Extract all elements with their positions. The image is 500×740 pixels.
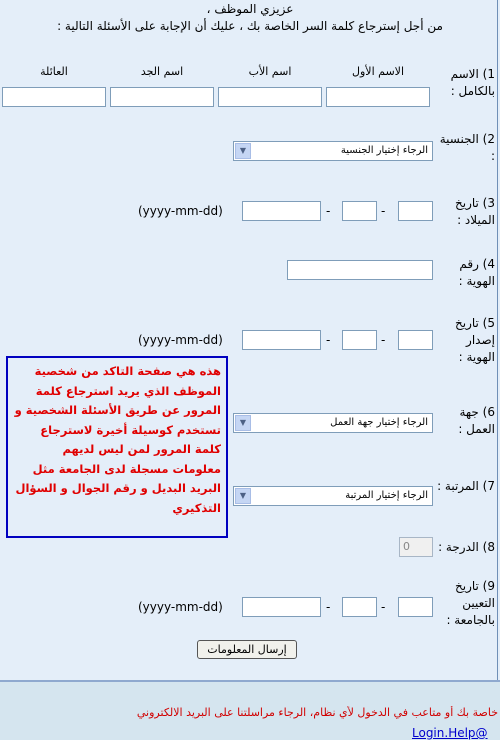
date-separator: - xyxy=(326,204,331,218)
q8-label: 8) الدرجة : xyxy=(438,540,495,554)
chevron-down-icon[interactable]: ▼ xyxy=(235,415,251,431)
q1-label: 1) الاسم بالكامل : xyxy=(450,67,495,98)
date-separator: - xyxy=(381,204,386,218)
q3-label: 3) تاريخ الميلاد : xyxy=(454,196,495,227)
rank-select[interactable] xyxy=(233,486,433,506)
issue-year-input[interactable] xyxy=(242,330,321,350)
grandfather-name-input[interactable] xyxy=(110,87,214,107)
birth-date-format-hint: (yyyy-mm-dd) xyxy=(138,204,223,218)
father-name-header: اسم الأب xyxy=(248,65,292,78)
hire-month-input[interactable] xyxy=(342,597,377,617)
employer-select[interactable] xyxy=(233,413,433,433)
q9-label: 9) تاريخ التعيين بالجامعة : xyxy=(446,579,495,627)
q4-label: 4) رقم الهوية : xyxy=(458,257,495,288)
nationality-select[interactable] xyxy=(233,141,433,161)
birth-month-input[interactable] xyxy=(342,201,377,221)
date-separator: - xyxy=(326,333,331,347)
q2-label: 2) الجنسية : xyxy=(439,132,495,163)
date-separator: - xyxy=(326,600,331,614)
family-name-header: العائلة xyxy=(40,65,68,78)
footer-contact-text: خاصة بك أو متاعب في الدخول لأي نظام، الرجاء مراسلتنا على البريد الالكتروني xyxy=(136,706,498,719)
intro-text: من أجل إسترجاع كلمة السر الخاصة بك ، عليك أن الإجابة على الأسئلة التالية : xyxy=(57,19,443,33)
hire-year-input[interactable] xyxy=(242,597,321,617)
hire-day-input[interactable] xyxy=(398,597,433,617)
date-separator: - xyxy=(381,600,386,614)
issue-day-input[interactable] xyxy=(398,330,433,350)
greeting: عزيزي الموظف ، xyxy=(206,2,294,16)
id-number-input[interactable] xyxy=(287,260,433,280)
birth-day-input[interactable] xyxy=(398,201,433,221)
footer xyxy=(0,680,500,740)
nationality-select-value: الرجاء إختيار الجنسية xyxy=(340,145,428,156)
submit-button[interactable]: إرسال المعلومات xyxy=(197,640,297,659)
right-border xyxy=(497,0,498,680)
q7-label: 7) المرتبة : xyxy=(437,479,495,493)
rank-select-value: الرجاء إختيار المرتبة xyxy=(345,490,428,501)
father-name-input[interactable] xyxy=(218,87,322,107)
date-separator: - xyxy=(381,333,386,347)
grade-input: 0 xyxy=(399,537,433,557)
q6-label: 6) جهة العمل : xyxy=(458,405,495,436)
first-name-header: الاسم الأول xyxy=(352,65,404,78)
info-note: هذه هي صفحة التاكد من شخصية الموظف الذي يريد استرجاع كلمة المرور عن طريق الأسئلة الشخصية و تستخدم كوسيلة أخيرة لاسترجاع كلمة المرور لمن ليس لديهم معلومات مسجلة لدى الجامعة مثل البريد البديل و رقم الجوال و السؤال التذكيري xyxy=(6,356,228,538)
hire-date-format-hint: (yyyy-mm-dd) xyxy=(138,600,223,614)
employer-select-value: الرجاء إختيار جهة العمل xyxy=(330,417,428,428)
issue-month-input[interactable] xyxy=(342,330,377,350)
first-name-input[interactable] xyxy=(326,87,430,107)
q5-label: 5) تاريخ إصدار الهوية : xyxy=(454,316,495,364)
support-email-link[interactable]: Login.Help@ xyxy=(412,726,488,740)
birth-year-input[interactable] xyxy=(242,201,321,221)
family-name-input[interactable] xyxy=(2,87,106,107)
issue-date-format-hint: (yyyy-mm-dd) xyxy=(138,333,223,347)
grandfather-name-header: اسم الجد xyxy=(140,65,184,78)
chevron-down-icon[interactable]: ▼ xyxy=(235,143,251,159)
chevron-down-icon[interactable]: ▼ xyxy=(235,488,251,504)
